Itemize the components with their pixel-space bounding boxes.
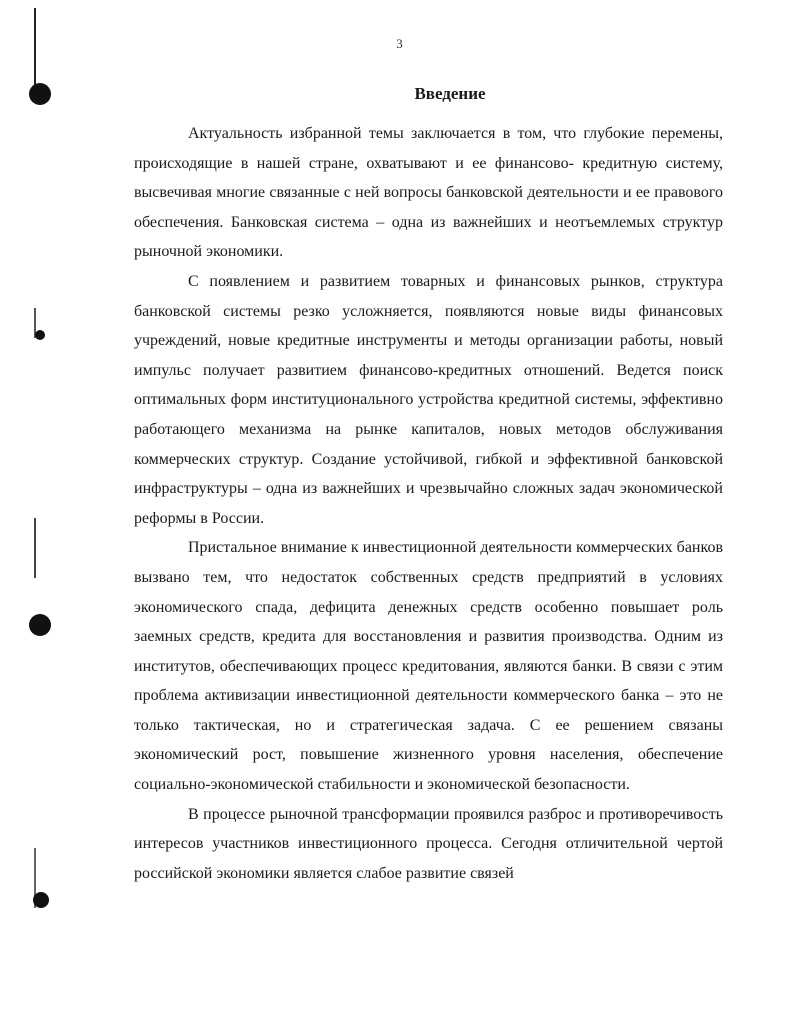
punch-hole-mark (29, 614, 51, 636)
page-title: Введение (414, 84, 486, 103)
paragraph: Пристальное внимание к инвестиционной деятельности коммерческих банков вызвано тем, что недостаток собственных средств предприятий в условиях экономического спада, дефицита денежных средств особенно повышает роль заемных средств, кредита для восстановления и развития производства. Одним из институтов, обеспечивающих процесс кредитования, являются банки. В связи с этим проблема активизации инвестиционной деятельности коммерческого банка – это не только тактическая, но и стратегическая задача. С ее решением связаны экономический рост, повышение жизненного уровня населения, обеспечение социально-экономической стабильности и экономической безопасности. (134, 539, 723, 794)
paragraph: В процессе рыночной трансформации проявился разброс и противоречивость интересов участников инвестиционного процесса. Сегодня отличительной чертой российской экономики является слабое развитие связей (134, 805, 723, 882)
page-number: 3 (396, 36, 403, 51)
punch-hole-mark (35, 330, 45, 340)
paragraph: С появлением и развитием товарных и финансовых рынков, структура банковской системы резко усложняется, появляются новые виды финансовых учреждений, новые кредитные инструменты и методы организации работы, новый импульс получает развитием финансово-кредитных отношений. Ведется поиск оптимальных форм институционального устройства кредитной системы, эффективно работающего механизма на рынке капиталов, новых методов обслуживания коммерческих структур. Создание устойчивой, гибкой и эффективной банковской инфраструктуры – одна из важнейших и чрезвычайно сложных задач экономической реформы в России. (134, 272, 723, 527)
document-body (134, 119, 723, 888)
punch-hole-mark (33, 892, 49, 908)
paragraph: Актуальность избранной темы заключается в том, что глубокие перемены, происходящие в нашей стране, охватывают и ее финансово- кредитную систему, высвечивая многие связанные с ней вопросы банковской деятельности и ее правового обеспечения. Банковская система – одна из важнейших и неотъемлемых структур рыночной экономики. (134, 125, 723, 261)
scan-edge-line (34, 8, 36, 1018)
punch-hole-mark (29, 83, 51, 105)
